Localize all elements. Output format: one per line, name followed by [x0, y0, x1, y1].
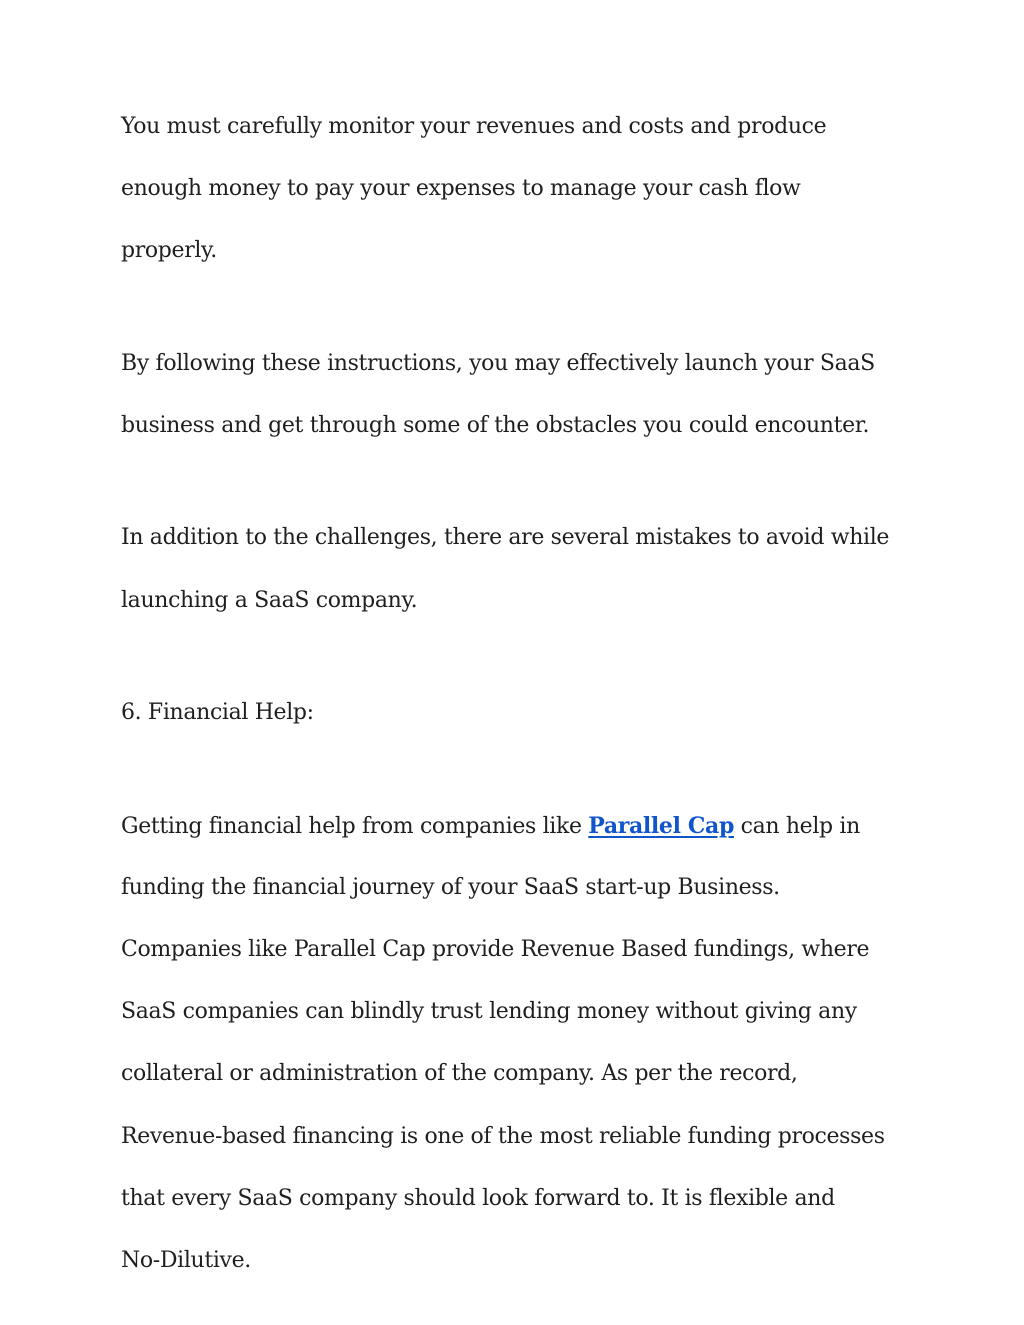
parallel-cap-link[interactable]: Parallel Cap	[588, 813, 734, 839]
section-heading: 6. Financial Help:	[121, 700, 314, 725]
paragraph-4-line-2: funding the financial journey of your SaaS start-up Business.	[121, 875, 780, 900]
paragraph-4-line-4: SaaS companies can blindly trust lending money without giving any	[121, 999, 857, 1024]
paragraph-4-line-6: Revenue-based financing is one of the most reliable funding processes	[121, 1124, 885, 1149]
paragraph-3-line-2: launching a SaaS company.	[121, 588, 418, 613]
paragraph-4-line-7: that every SaaS company should look forward to. It is flexible and	[121, 1186, 835, 1211]
paragraph-4-line-5: collateral or administration of the company. As per the record,	[121, 1061, 798, 1086]
paragraph-1-line-2: enough money to pay your expenses to manage your cash flow	[121, 176, 801, 201]
paragraph-3-line-1: In addition to the challenges, there are several mistakes to avoid while	[121, 525, 890, 550]
paragraph-4-text-before-link: Getting financial help from companies like	[121, 814, 589, 839]
paragraph-4-line-1	[121, 811, 860, 842]
paragraph-1-line-3: properly.	[121, 238, 217, 263]
paragraph-1-line-1: You must carefully monitor your revenues and costs and produce	[121, 114, 827, 139]
paragraph-4-line-8: No-Dilutive.	[121, 1248, 251, 1273]
paragraph-2-line-1: By following these instructions, you may effectively launch your SaaS	[121, 351, 875, 376]
paragraph-2-line-2: business and get through some of the obstacles you could encounter.	[121, 413, 870, 438]
paragraph-4-text-after-link: can help in	[734, 814, 860, 839]
paragraph-4-line-3: Companies like Parallel Cap provide Revenue Based fundings, where	[121, 937, 870, 962]
